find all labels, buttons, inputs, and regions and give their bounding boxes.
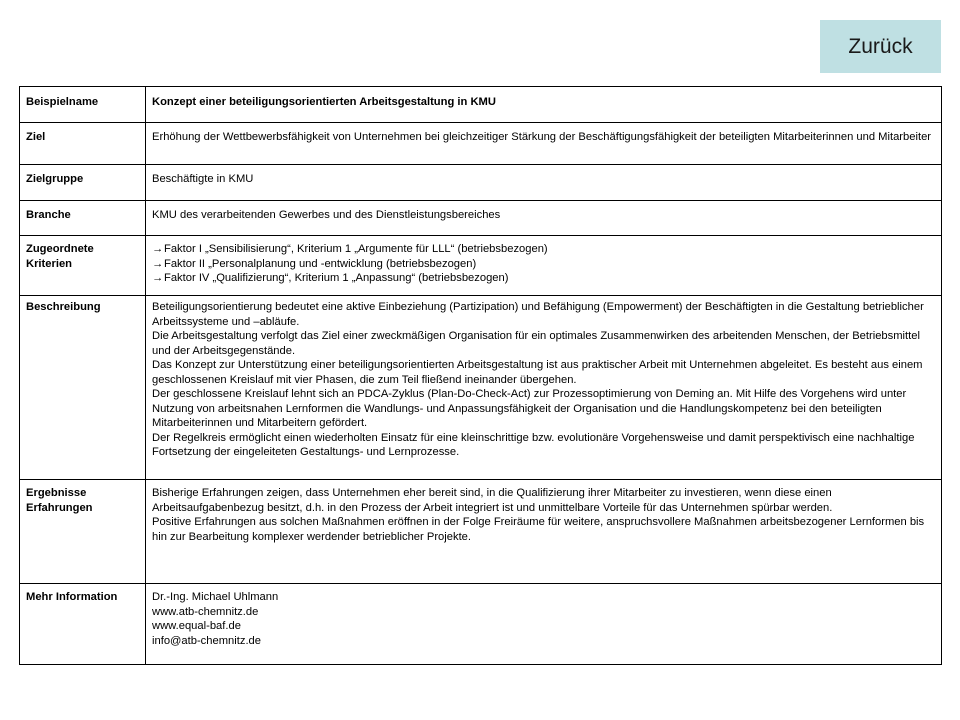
- table-row: [20, 236, 942, 296]
- row-label-mehr-information: Mehr Information: [20, 584, 146, 665]
- row-label-beispielname: Beispielname: [20, 87, 146, 123]
- table-row: [20, 480, 942, 584]
- table-row: [20, 87, 942, 123]
- contact-link[interactable]: www.equal-baf.de: [152, 620, 241, 632]
- table-row: [20, 165, 942, 201]
- table-row: [20, 296, 942, 480]
- paragraph: Beteiligungsorientierung bedeutet eine aktive Einbeziehung (Partizipation) und Befähigung (Empowerment) der Beschäftigten in die Gestaltung betrieblicher Arbeitssysteme und –abläufe.: [152, 301, 924, 328]
- row-label-ergebnisse: Ergebnisse Erfahrungen: [20, 480, 146, 584]
- row-label-ziel: Ziel: [20, 123, 146, 165]
- info-table: [19, 86, 942, 665]
- row-label-beschreibung: Beschreibung: [20, 296, 146, 480]
- row-value-zielgruppe: Beschäftigte in KMU: [146, 165, 942, 201]
- row-label-kriterien: Zugeordnete Kriterien: [20, 236, 146, 296]
- row-value-mehr-information: [146, 584, 942, 665]
- contact-email[interactable]: info@atb-chemnitz.de: [152, 634, 261, 647]
- contact-name: Dr.-Ing. Michael Uhlmann: [152, 591, 279, 603]
- row-value-beispielname: Konzept einer beteiligungsorientierten Arbeitsgestaltung in KMU: [146, 87, 942, 123]
- row-value-ergebnisse: [146, 480, 942, 584]
- row-value-branche: KMU des verarbeitenden Gewerbes und des Dienstleistungsbereiches: [146, 201, 942, 236]
- table-row: [20, 201, 942, 236]
- arrow-right-icon: →: [152, 257, 164, 270]
- kriterium-item: →Faktor I „Sensibilisierung“, Kriterium 1 „Argumente für LLL“ (betriebsbezogen): [152, 243, 548, 255]
- contact-link[interactable]: www.atb-chemnitz.de: [152, 605, 259, 618]
- paragraph: Das Konzept zur Unterstützung einer beteiligungsorientierten Arbeitsgestaltung ist aus praktischer Arbeit mit Unternehmen abgeleitet. Es besteht aus einem geschlossenen Kreislauf mit vier Phasen, die zum Teil fließend ineinander übergehen.: [152, 359, 923, 386]
- arrow-right-icon: →: [152, 272, 164, 284]
- paragraph: Positive Erfahrungen aus solchen Maßnahmen eröffnen in der Folge Freiräume für weitere, anspruchsvollere Maßnahmen arbeitsbezogener Lernformen bis hin zur Bearbeitung komplexer werdender betrieblicher Projekte.: [152, 516, 925, 543]
- paragraph: Bisherige Erfahrungen zeigen, dass Unternehmen eher bereit sind, in die Qualifizierung ihrer Mitarbeiter zu investieren, wenn diese einen Arbeitsaufgabenbezug besitzt, d.h. in den Prozess der Arbeit integriert ist und unmittelbare Vorteile für das Unternehmen spürbar werden.: [152, 487, 833, 514]
- paragraph: Der geschlossene Kreislauf lehnt sich an PDCA-Zyklus (Plan-Do-Check-Act) zur Prozessoptimierung von Deming an. Mit Hilfe des Vorgehens wird unter Nutzung von arbeitsnahen Lernformen die Wandlungs- und Anpassungsfähigkeit der Organisation und die Handlungskompetenz bei den beteiligten Mitarbeiterinnen und Mitarbeitern gefördert.: [152, 388, 907, 429]
- kriterium-item: →Faktor IV „Qualifizierung“, Kriterium 1 „Anpassung“ (betriebsbezogen): [152, 272, 509, 284]
- table-row: [20, 584, 942, 665]
- kriterium-item: →Faktor II „Personalplanung und -entwicklung (betriebsbezogen): [152, 257, 477, 270]
- row-value-beschreibung: [146, 296, 942, 480]
- row-value-ziel: Erhöhung der Wettbewerbsfähigkeit von Unternehmen bei gleichzeitiger Stärkung der Beschäftigungsfähigkeit der beteiligten Mitarbeiterinnen und Mitarbeiter: [146, 123, 942, 165]
- paragraph: Der Regelkreis ermöglicht einen wiederholten Einsatz für eine kleinschrittige bzw. evolutionäre Vorgehensweise und damit perspektivisch eine nachhaltige Fortsetzung der eingeleiteten Gestaltungs- und Lernprozesse.: [152, 431, 915, 458]
- table-row: [20, 123, 942, 165]
- back-button[interactable]: Zurück: [820, 20, 941, 73]
- row-label-zielgruppe: Zielgruppe: [20, 165, 146, 201]
- arrow-right-icon: →: [152, 243, 164, 255]
- row-label-branche: Branche: [20, 201, 146, 236]
- paragraph: Die Arbeitsgestaltung verfolgt das Ziel einer zweckmäßigen Organisation für ein optimales Zusammenwirken des arbeitenden Menschen, der Betriebsmittel und der Arbeitsgegenstände.: [152, 330, 920, 357]
- row-value-kriterien: [146, 236, 942, 296]
